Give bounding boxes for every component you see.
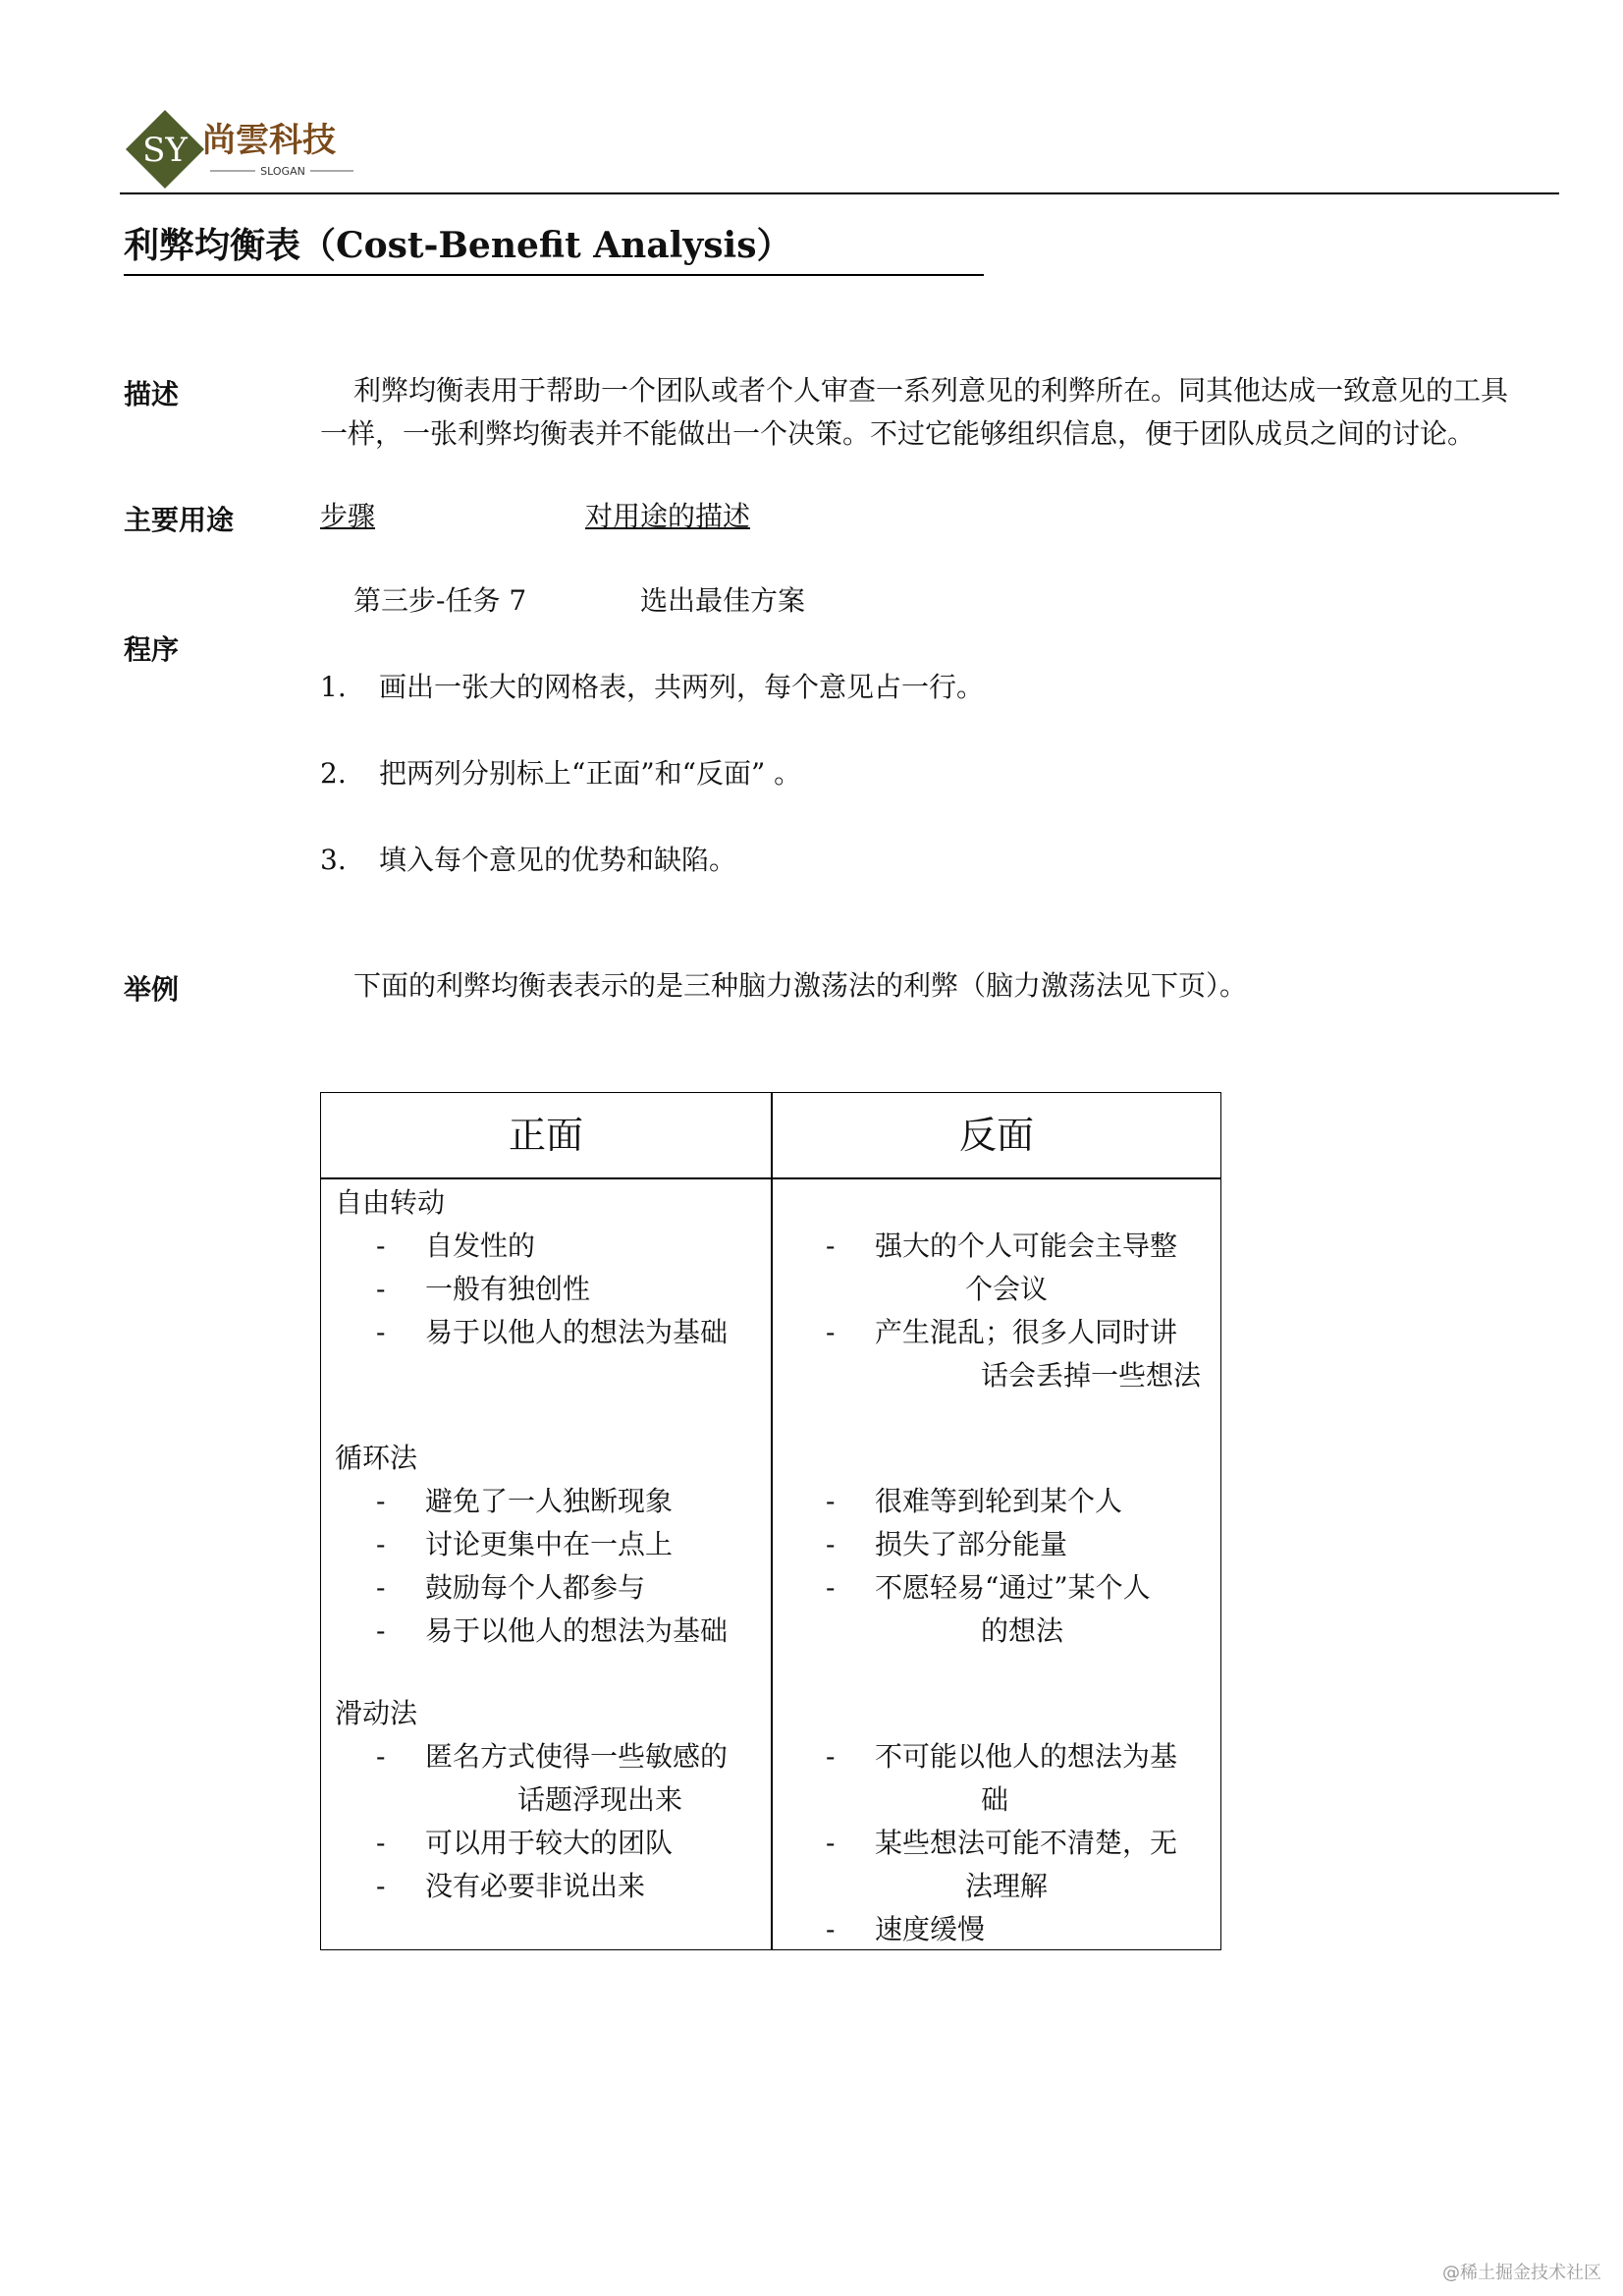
procedure-label: 程序 <box>124 633 180 666</box>
description-text <box>320 369 1559 456</box>
group-name: 循环法 <box>335 1442 418 1474</box>
bullet-dash: - <box>826 1230 836 1262</box>
con-item: 强大的个人可能会主导整 <box>875 1230 1178 1262</box>
description-line: 一样，一张利弊均衡表并不能做出一个决策。不过它能够组织信息，便于团队成员之间的讨论。 <box>320 417 1476 450</box>
bullet-dash: - <box>826 1316 836 1348</box>
svg-text:尚雲科技: 尚雲科技 <box>202 121 336 160</box>
company-logo <box>126 110 361 189</box>
pro-item: 鼓励每个人都参与 <box>425 1571 646 1604</box>
usage-step: 第三步-任务 7 <box>353 584 527 617</box>
con-item: 损失了部分能量 <box>875 1528 1068 1560</box>
group-name: 自由转动 <box>335 1186 446 1219</box>
bullet-dash: - <box>376 1273 386 1305</box>
header-rule <box>120 192 1559 194</box>
con-item: 不可能以他人的想法为基 <box>875 1740 1178 1773</box>
procedure-step-num: 2. <box>320 757 347 790</box>
pro-item: 匿名方式使得一些敏感的 <box>425 1740 729 1773</box>
bullet-dash: - <box>376 1230 386 1262</box>
bullet-dash: - <box>376 1571 386 1604</box>
procedure-step-text: 画出一张大的网格表，共两列，每个意见占一行。 <box>379 671 985 703</box>
con-item: 很难等到轮到某个人 <box>875 1485 1123 1517</box>
bullet-dash: - <box>376 1740 386 1773</box>
usage-label: 主要用途 <box>124 504 235 536</box>
page-title: 利弊均衡表（Cost-Benefit Analysis） <box>124 218 984 276</box>
bullet-dash: - <box>376 1614 386 1647</box>
bullet-dash: - <box>826 1528 836 1560</box>
pro-item-continuation: 话题浮现出来 <box>517 1783 683 1816</box>
svg-text:SY: SY <box>142 131 188 170</box>
usage-col-steps-header: 步骤 <box>320 500 376 532</box>
header-rule <box>321 1177 1220 1179</box>
con-item: 速度缓慢 <box>875 1913 986 1945</box>
procedure-step-text: 把两列分别标上“正面”和“反面” 。 <box>379 757 802 790</box>
pro-item: 讨论更集中在一点上 <box>425 1528 674 1560</box>
bullet-dash: - <box>826 1913 836 1945</box>
description-line: 利弊均衡表用于帮助一个团队或者个人审查一系列意见的利弊所在。同其他达成一致意见的工具 <box>353 374 1509 407</box>
pro-item: 可以用于较大的团队 <box>425 1827 674 1859</box>
con-item-continuation: 础 <box>981 1783 1009 1816</box>
pro-item: 避免了一人独断现象 <box>425 1485 674 1517</box>
procedure-step-num: 1. <box>320 671 347 703</box>
bullet-dash: - <box>826 1485 836 1517</box>
procedure-step-num: 3. <box>320 844 347 876</box>
pro-item: 易于以他人的想法为基础 <box>425 1614 729 1647</box>
con-column-header: 反面 <box>958 1114 1034 1157</box>
con-item: 不愿轻易“通过”某个人 <box>875 1571 1151 1604</box>
bullet-dash: - <box>376 1528 386 1560</box>
pro-item: 一般有独创性 <box>425 1273 591 1305</box>
group-name: 滑动法 <box>335 1697 418 1729</box>
con-item-continuation: 法理解 <box>965 1870 1049 1902</box>
bullet-dash: - <box>826 1740 836 1773</box>
pro-item: 易于以他人的想法为基础 <box>425 1316 729 1348</box>
column-divider <box>771 1093 773 1949</box>
con-item-continuation: 话会丢掉一些想法 <box>981 1359 1202 1392</box>
svg-text:SLOGAN: SLOGAN <box>260 165 305 178</box>
bullet-dash: - <box>826 1571 836 1604</box>
example-text: 下面的利弊均衡表表示的是三种脑力激荡法的利弊（脑力激荡法见下页）。 <box>353 969 1248 1002</box>
pro-item: 自发性的 <box>425 1230 536 1262</box>
usage-col-desc-header: 对用途的描述 <box>585 500 751 532</box>
bullet-dash: - <box>376 1316 386 1348</box>
con-item-continuation: 个会议 <box>965 1273 1049 1305</box>
bullet-dash: - <box>376 1827 386 1859</box>
bullet-dash: - <box>376 1485 386 1517</box>
con-item-continuation: 的想法 <box>981 1614 1064 1647</box>
bullet-dash: - <box>376 1870 386 1902</box>
usage-step-desc: 选出最佳方案 <box>640 584 806 617</box>
pro-column-header: 正面 <box>508 1114 583 1157</box>
watermark: @稀土掘金技术社区 <box>1442 2263 1601 2283</box>
bullet-dash: - <box>826 1827 836 1859</box>
example-label: 举例 <box>124 973 180 1006</box>
cost-benefit-table <box>320 1092 1221 1950</box>
pro-item: 没有必要非说出来 <box>425 1870 646 1902</box>
procedure-step-text: 填入每个意见的优势和缺陷。 <box>379 844 737 876</box>
con-item: 产生混乱；很多人同时讲 <box>875 1316 1178 1348</box>
con-item: 某些想法可能不清楚，无 <box>875 1827 1178 1859</box>
description-label: 描述 <box>124 378 180 410</box>
